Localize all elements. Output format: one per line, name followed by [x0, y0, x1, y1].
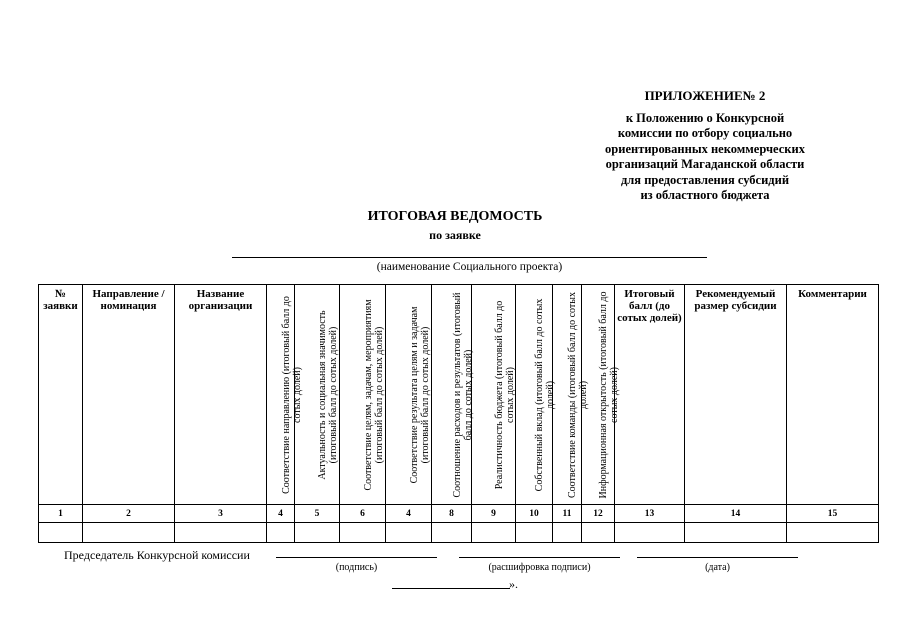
table-cell[interactable]	[685, 523, 787, 543]
table-header-row	[39, 285, 879, 505]
decode-caption: (расшифровка подписи)	[488, 562, 591, 573]
col-header-label: № заявки	[43, 288, 78, 312]
appendix-line: комиссии по отбору социально	[617, 126, 793, 140]
col-header	[83, 285, 175, 505]
column-number: 1	[39, 505, 83, 523]
col-header	[787, 285, 879, 505]
table-cell[interactable]	[553, 523, 582, 543]
date-suffix: ».	[509, 577, 518, 591]
table-row	[39, 523, 879, 543]
column-number: 10	[516, 505, 553, 523]
appendix-line: организаций Магаданской области	[605, 157, 805, 171]
table-cell[interactable]	[175, 523, 267, 543]
col-header-label: Итоговый балл (до сотых долей)	[617, 288, 682, 324]
col-header	[295, 285, 340, 505]
column-number: 14	[685, 505, 787, 523]
col-header-label: Направление / номинация	[92, 288, 165, 312]
appendix-line: к Положению о Конкурсной	[625, 110, 785, 125]
col-header	[685, 285, 787, 505]
col-header	[267, 285, 303, 505]
appendix-line: ориентированных некоммерческих	[605, 141, 805, 156]
col-header-label: Соответствие результата целям и задачам (итоговый балл до сотых долей)	[408, 306, 431, 484]
project-name-caption: (наименование Социального проекта)	[376, 261, 563, 273]
column-number: 15	[787, 505, 879, 523]
col-header-label: Рекомендуемый размер субсидии	[694, 288, 777, 312]
column-number: 3	[175, 505, 267, 523]
col-header-label: Название организации	[188, 288, 253, 312]
col-header-label: Комментарии	[798, 288, 867, 300]
col-header-label: Собственный вклад (итоговый балл до сотых долей)	[534, 298, 556, 492]
column-number: 11	[553, 505, 582, 523]
col-header	[39, 285, 83, 505]
col-header-label: Актуальность и социальная значимость (итоговый балл до сотых долей)	[317, 310, 339, 480]
appendix-line: для предоставления субсидий	[620, 172, 790, 187]
table-cell[interactable]	[340, 523, 386, 543]
table-cell[interactable]	[516, 523, 553, 543]
table-cell[interactable]	[267, 523, 295, 543]
col-header	[175, 285, 267, 505]
col-header	[386, 285, 432, 505]
signature-caption: (подпись)	[335, 562, 378, 573]
col-header-label: Информационная открытость (итоговый балл до сотых долей)	[598, 291, 620, 499]
date-line	[392, 588, 510, 589]
col-header-label: Реалистичность бюджета (итоговый балл до сотых долей)	[493, 300, 516, 490]
appendix-line: из областного бюджета	[640, 188, 770, 202]
table-cell[interactable]	[432, 523, 472, 543]
col-header	[582, 285, 620, 505]
table-cell[interactable]	[295, 523, 340, 543]
column-number: 13	[615, 505, 685, 523]
col-header	[615, 285, 685, 505]
table-cell[interactable]	[615, 523, 685, 543]
col-header-label: Соответствие команды (итоговый балл до сотых долей)	[567, 292, 589, 498]
document-subtitle: по заявке	[429, 228, 481, 242]
column-number: 4	[386, 505, 432, 523]
col-header-label: Соотношение расходов и результатов (итоговый балл до сотых долей)	[451, 292, 474, 498]
col-header-label: Соответствие направлению (итоговый балл до сотых долей)	[280, 296, 303, 494]
appendix-title: ПРИЛОЖЕНИЕ№ 2	[644, 88, 766, 103]
column-number: 4	[267, 505, 295, 523]
table-cell[interactable]	[787, 523, 879, 543]
table-cell[interactable]	[386, 523, 432, 543]
column-number-row	[39, 505, 879, 523]
table-cell[interactable]	[472, 523, 516, 543]
column-number: 2	[83, 505, 175, 523]
column-number: 9	[472, 505, 516, 523]
col-header	[553, 285, 589, 505]
col-header-label: Соответствие целям, задачам, мероприятиям (итоговый балл до сотых долей)	[362, 299, 385, 491]
column-number: 8	[432, 505, 472, 523]
col-header	[472, 285, 516, 505]
document-title: ИТОГОВАЯ ВЕДОМОСТЬ	[367, 209, 543, 224]
col-header	[516, 285, 556, 505]
col-header	[432, 285, 472, 505]
chairman-label: Председатель Конкурсной комиссии	[64, 548, 250, 562]
table-cell[interactable]	[83, 523, 175, 543]
table-cell[interactable]	[39, 523, 83, 543]
project-name-line	[232, 257, 707, 258]
table-cell[interactable]	[582, 523, 615, 543]
column-number: 5	[295, 505, 340, 523]
date-caption: (дата)	[705, 562, 730, 573]
column-number: 12	[582, 505, 615, 523]
col-header	[340, 285, 386, 505]
signature-decode-line	[459, 557, 620, 558]
summary-table	[38, 284, 879, 543]
column-number: 6	[340, 505, 386, 523]
appendix-header	[575, 88, 835, 204]
signature-date-line	[637, 557, 798, 558]
signature-line	[276, 557, 437, 558]
